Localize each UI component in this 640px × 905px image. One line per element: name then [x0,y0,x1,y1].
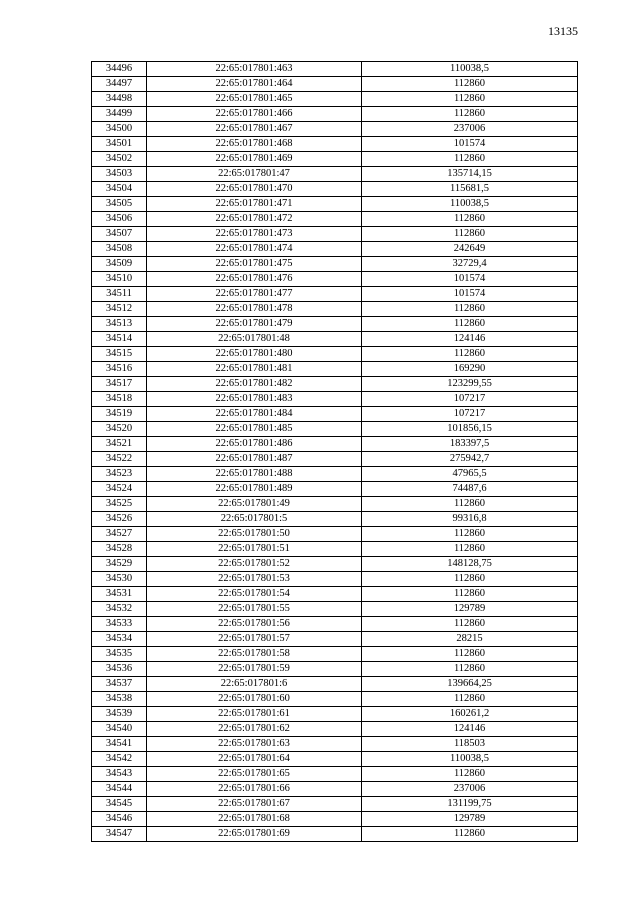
cadastral-number-cell: 22:65:017801:479 [147,317,362,332]
row-number-cell: 34520 [92,422,147,437]
row-number-cell: 34528 [92,542,147,557]
table-row [92,227,578,242]
row-number-cell: 34519 [92,407,147,422]
table-row [92,272,578,287]
value-cell: 112860 [362,77,578,92]
cadastral-number-cell: 22:65:017801:467 [147,122,362,137]
row-number-cell: 34498 [92,92,147,107]
table-row [92,242,578,257]
cadastral-number-cell: 22:65:017801:57 [147,632,362,647]
table-row [92,182,578,197]
cadastral-number-cell: 22:65:017801:487 [147,452,362,467]
value-cell: 101856,15 [362,422,578,437]
cadastral-number-cell: 22:65:017801:471 [147,197,362,212]
value-cell: 112860 [362,827,578,842]
value-cell: 169290 [362,362,578,377]
table-row [92,257,578,272]
value-cell: 115681,5 [362,182,578,197]
value-cell: 123299,55 [362,377,578,392]
row-number-cell: 34516 [92,362,147,377]
cadastral-number-cell: 22:65:017801:69 [147,827,362,842]
row-number-cell: 34501 [92,137,147,152]
cadastral-number-cell: 22:65:017801:56 [147,617,362,632]
row-number-cell: 34514 [92,332,147,347]
value-cell: 112860 [362,572,578,587]
value-cell: 110038,5 [362,197,578,212]
row-number-cell: 34540 [92,722,147,737]
table-row [92,107,578,122]
value-cell: 101574 [362,137,578,152]
table-row [92,767,578,782]
cadastral-number-cell: 22:65:017801:473 [147,227,362,242]
row-number-cell: 34542 [92,752,147,767]
value-cell: 99316,8 [362,512,578,527]
table-row [92,527,578,542]
row-number-cell: 34532 [92,602,147,617]
row-number-cell: 34544 [92,782,147,797]
table-row [92,437,578,452]
row-number-cell: 34523 [92,467,147,482]
table-row [92,122,578,137]
value-cell: 242649 [362,242,578,257]
table-row [92,497,578,512]
row-number-cell: 34515 [92,347,147,362]
value-cell: 112860 [362,497,578,512]
row-number-cell: 34543 [92,767,147,782]
row-number-cell: 34521 [92,437,147,452]
value-cell: 237006 [362,782,578,797]
value-cell: 112860 [362,647,578,662]
table-row [92,677,578,692]
cadastral-number-cell: 22:65:017801:65 [147,767,362,782]
table-row [92,722,578,737]
cadastral-number-cell: 22:65:017801:55 [147,602,362,617]
value-cell: 135714,15 [362,167,578,182]
table-row [92,482,578,497]
table-row [92,422,578,437]
value-cell: 129789 [362,812,578,827]
table-row [92,662,578,677]
table-row [92,647,578,662]
value-cell: 139664,25 [362,677,578,692]
row-number-cell: 34537 [92,677,147,692]
cadastral-number-cell: 22:65:017801:53 [147,572,362,587]
table-row [92,467,578,482]
value-cell: 112860 [362,542,578,557]
cadastral-number-cell: 22:65:017801:486 [147,437,362,452]
cadastral-number-cell: 22:65:017801:60 [147,692,362,707]
row-number-cell: 34503 [92,167,147,182]
cadastral-number-cell: 22:65:017801:483 [147,392,362,407]
cadastral-number-cell: 22:65:017801:463 [147,62,362,77]
table-body [92,62,578,842]
value-cell: 131199,75 [362,797,578,812]
value-cell: 112860 [362,662,578,677]
cadastral-number-cell: 22:65:017801:64 [147,752,362,767]
table-row [92,377,578,392]
value-cell: 124146 [362,722,578,737]
table-row [92,152,578,167]
table-row [92,287,578,302]
table-row [92,452,578,467]
row-number-cell: 34535 [92,647,147,662]
table-row [92,77,578,92]
row-number-cell: 34533 [92,617,147,632]
value-cell: 275942,7 [362,452,578,467]
table-row [92,602,578,617]
row-number-cell: 34517 [92,377,147,392]
table-row [92,392,578,407]
value-cell: 112860 [362,152,578,167]
cadastral-number-cell: 22:65:017801:49 [147,497,362,512]
table-row [92,197,578,212]
cadastral-number-cell: 22:65:017801:466 [147,107,362,122]
cadastral-number-cell: 22:65:017801:50 [147,527,362,542]
row-number-cell: 34497 [92,77,147,92]
cadastral-number-cell: 22:65:017801:477 [147,287,362,302]
cadastral-number-cell: 22:65:017801:5 [147,512,362,527]
row-number-cell: 34539 [92,707,147,722]
row-number-cell: 34547 [92,827,147,842]
row-number-cell: 34538 [92,692,147,707]
value-cell: 124146 [362,332,578,347]
cadastral-number-cell: 22:65:017801:472 [147,212,362,227]
row-number-cell: 34504 [92,182,147,197]
table-row [92,302,578,317]
cadastral-number-cell: 22:65:017801:62 [147,722,362,737]
table-row [92,692,578,707]
value-cell: 112860 [362,227,578,242]
cadastral-number-cell: 22:65:017801:58 [147,647,362,662]
value-cell: 47965,5 [362,467,578,482]
table-row [92,572,578,587]
cadastral-number-cell: 22:65:017801:489 [147,482,362,497]
cadastral-number-cell: 22:65:017801:470 [147,182,362,197]
cadastral-number-cell: 22:65:017801:61 [147,707,362,722]
cadastral-number-cell: 22:65:017801:6 [147,677,362,692]
value-cell: 112860 [362,302,578,317]
cadastral-number-cell: 22:65:017801:68 [147,812,362,827]
row-number-cell: 34496 [92,62,147,77]
value-cell: 28215 [362,632,578,647]
cadastral-number-cell: 22:65:017801:63 [147,737,362,752]
row-number-cell: 34518 [92,392,147,407]
value-cell: 110038,5 [362,752,578,767]
table-row [92,737,578,752]
cadastral-number-cell: 22:65:017801:474 [147,242,362,257]
value-cell: 183397,5 [362,437,578,452]
data-table [91,61,578,842]
table-row [92,827,578,842]
value-cell: 112860 [362,212,578,227]
row-number-cell: 34536 [92,662,147,677]
row-number-cell: 34529 [92,557,147,572]
cadastral-number-cell: 22:65:017801:475 [147,257,362,272]
cadastral-number-cell: 22:65:017801:67 [147,797,362,812]
table-row [92,407,578,422]
row-number-cell: 34531 [92,587,147,602]
cadastral-number-cell: 22:65:017801:485 [147,422,362,437]
row-number-cell: 34534 [92,632,147,647]
row-number-cell: 34526 [92,512,147,527]
table-row [92,347,578,362]
row-number-cell: 34524 [92,482,147,497]
table-row [92,212,578,227]
table-row [92,512,578,527]
value-cell: 112860 [362,92,578,107]
cadastral-number-cell: 22:65:017801:484 [147,407,362,422]
row-number-cell: 34512 [92,302,147,317]
table-row [92,707,578,722]
cadastral-number-cell: 22:65:017801:482 [147,377,362,392]
cadastral-number-cell: 22:65:017801:476 [147,272,362,287]
cadastral-number-cell: 22:65:017801:48 [147,332,362,347]
row-number-cell: 34510 [92,272,147,287]
cadastral-number-cell: 22:65:017801:481 [147,362,362,377]
table-row [92,542,578,557]
value-cell: 112860 [362,617,578,632]
value-cell: 32729,4 [362,257,578,272]
value-cell: 112860 [362,107,578,122]
cadastral-number-cell: 22:65:017801:47 [147,167,362,182]
cadastral-number-cell: 22:65:017801:52 [147,557,362,572]
value-cell: 112860 [362,692,578,707]
table-row [92,617,578,632]
table-row [92,92,578,107]
table-row [92,587,578,602]
table-row [92,62,578,77]
value-cell: 107217 [362,392,578,407]
cadastral-number-cell: 22:65:017801:66 [147,782,362,797]
table-row [92,752,578,767]
table-row [92,167,578,182]
value-cell: 129789 [362,602,578,617]
value-cell: 237006 [362,122,578,137]
row-number-cell: 34505 [92,197,147,212]
table-row [92,332,578,347]
value-cell: 101574 [362,287,578,302]
row-number-cell: 34506 [92,212,147,227]
value-cell: 107217 [362,407,578,422]
row-number-cell: 34502 [92,152,147,167]
value-cell: 112860 [362,587,578,602]
value-cell: 112860 [362,347,578,362]
table-row [92,797,578,812]
value-cell: 74487,6 [362,482,578,497]
row-number-cell: 34499 [92,107,147,122]
row-number-cell: 34525 [92,497,147,512]
cadastral-number-cell: 22:65:017801:464 [147,77,362,92]
value-cell: 148128,75 [362,557,578,572]
table-row [92,317,578,332]
value-cell: 118503 [362,737,578,752]
row-number-cell: 34541 [92,737,147,752]
cadastral-number-cell: 22:65:017801:465 [147,92,362,107]
table-row [92,632,578,647]
row-number-cell: 34513 [92,317,147,332]
table-row [92,362,578,377]
value-cell: 112860 [362,767,578,782]
cadastral-number-cell: 22:65:017801:468 [147,137,362,152]
table-row [92,782,578,797]
value-cell: 112860 [362,527,578,542]
row-number-cell: 34508 [92,242,147,257]
row-number-cell: 34522 [92,452,147,467]
cadastral-number-cell: 22:65:017801:480 [147,347,362,362]
cadastral-number-cell: 22:65:017801:469 [147,152,362,167]
table-row [92,137,578,152]
value-cell: 160261,2 [362,707,578,722]
value-cell: 101574 [362,272,578,287]
row-number-cell: 34545 [92,797,147,812]
page-number: 13135 [548,24,578,38]
table-row [92,812,578,827]
cadastral-number-cell: 22:65:017801:488 [147,467,362,482]
row-number-cell: 34546 [92,812,147,827]
row-number-cell: 34530 [92,572,147,587]
row-number-cell: 34527 [92,527,147,542]
row-number-cell: 34511 [92,287,147,302]
row-number-cell: 34507 [92,227,147,242]
row-number-cell: 34509 [92,257,147,272]
value-cell: 112860 [362,317,578,332]
table-row [92,557,578,572]
value-cell: 110038,5 [362,62,578,77]
cadastral-number-cell: 22:65:017801:54 [147,587,362,602]
cadastral-number-cell: 22:65:017801:478 [147,302,362,317]
cadastral-number-cell: 22:65:017801:51 [147,542,362,557]
row-number-cell: 34500 [92,122,147,137]
cadastral-number-cell: 22:65:017801:59 [147,662,362,677]
